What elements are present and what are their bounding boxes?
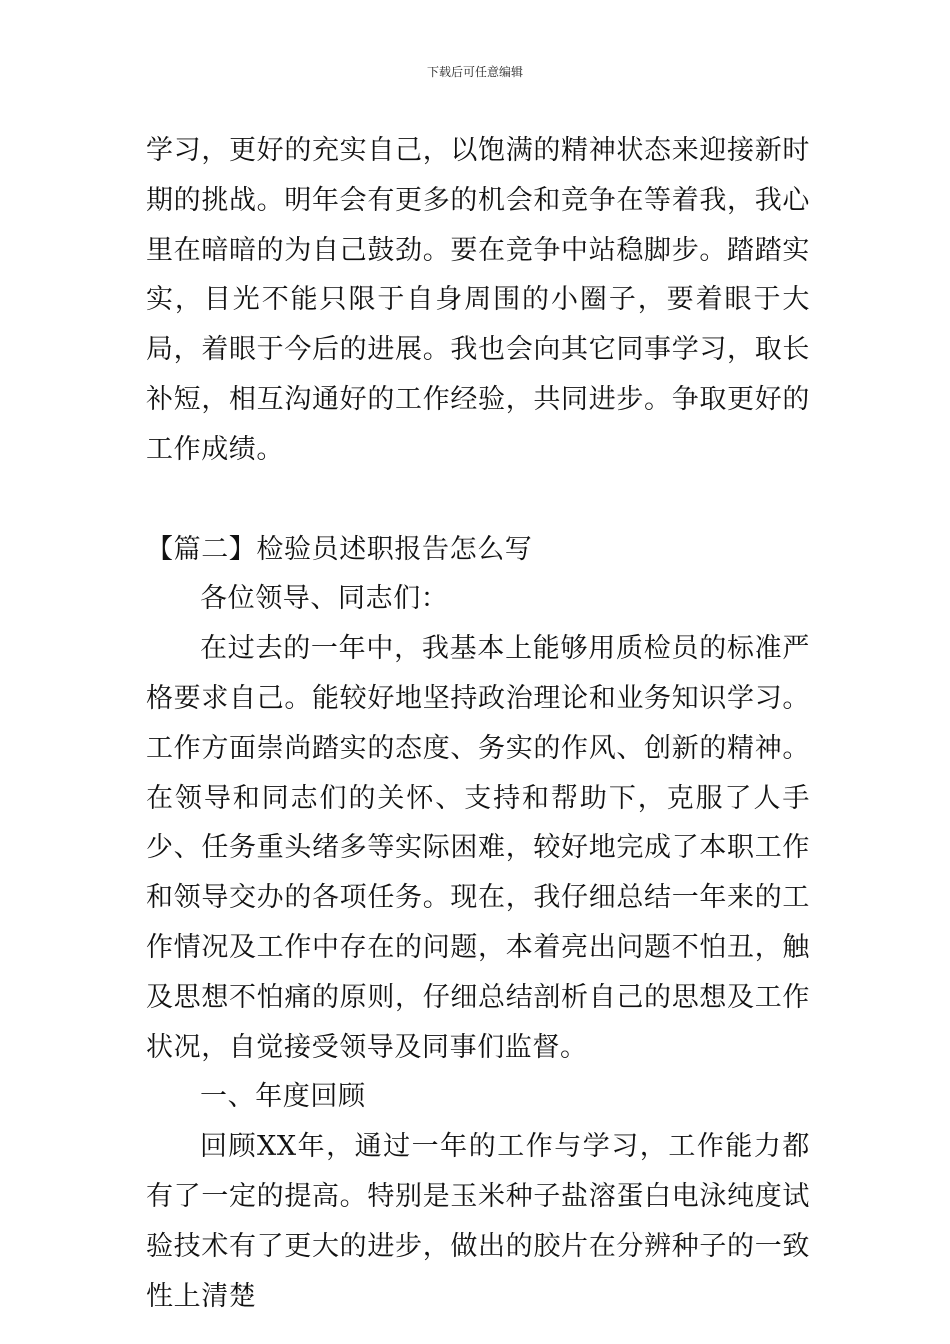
article-heading: 【篇二】检验员述职报告怎么写 bbox=[146, 533, 533, 565]
page-header-note: 下载后可任意编辑 bbox=[426, 65, 523, 79]
section-title-annual-review: 一、年度回顾 bbox=[200, 1081, 366, 1113]
paragraph-annual-review: 回顾XX年，通过一年的工作与学习，工作能力都有了一定的提高。特别是玉米种子盐溶蛋白电泳纯度试验技术有了更大的进步，做出的胶片在分辨种子的一致性上清楚 bbox=[146, 1131, 810, 1312]
paragraph-intro: 在过去的一年中，我基本上能够用质检员的标准严格要求自己。能较好地坚持政治理论和业务知识学习。工作方面崇尚踏实的态度、务实的作风、创新的精神。在领导和同志们的关怀、支持和帮助下，克服了人手少、任务重头绪多等实际困难，较好地完成了本职工作和领导交办的各项任务。现在，我仔细总结一年来的工作情况及工作中存在的问题，本着亮出问题不怕丑，触及思想不怕痛的原则，仔细总结剖析自己的思想及工作状况，自觉接受领导及同事们监督。 bbox=[146, 633, 810, 1063]
salutation: 各位领导、同志们： bbox=[200, 583, 449, 615]
document-body bbox=[146, 126, 810, 1321]
paragraph-continuation: 学习，更好的充实自己，以饱满的精神状态来迎接新时期的挑战。明年会有更多的机会和竞争在等着我，我心里在暗暗的为自己鼓劲。要在竞争中站稳脚步。踏踏实实，目光不能只限于自身周围的小圈子，要着眼于大局，着眼于今后的进展。我也会向其它同事学习，取长补短，相互沟通好的工作经验，共同进步。争取更好的工作成绩。 bbox=[146, 135, 810, 465]
